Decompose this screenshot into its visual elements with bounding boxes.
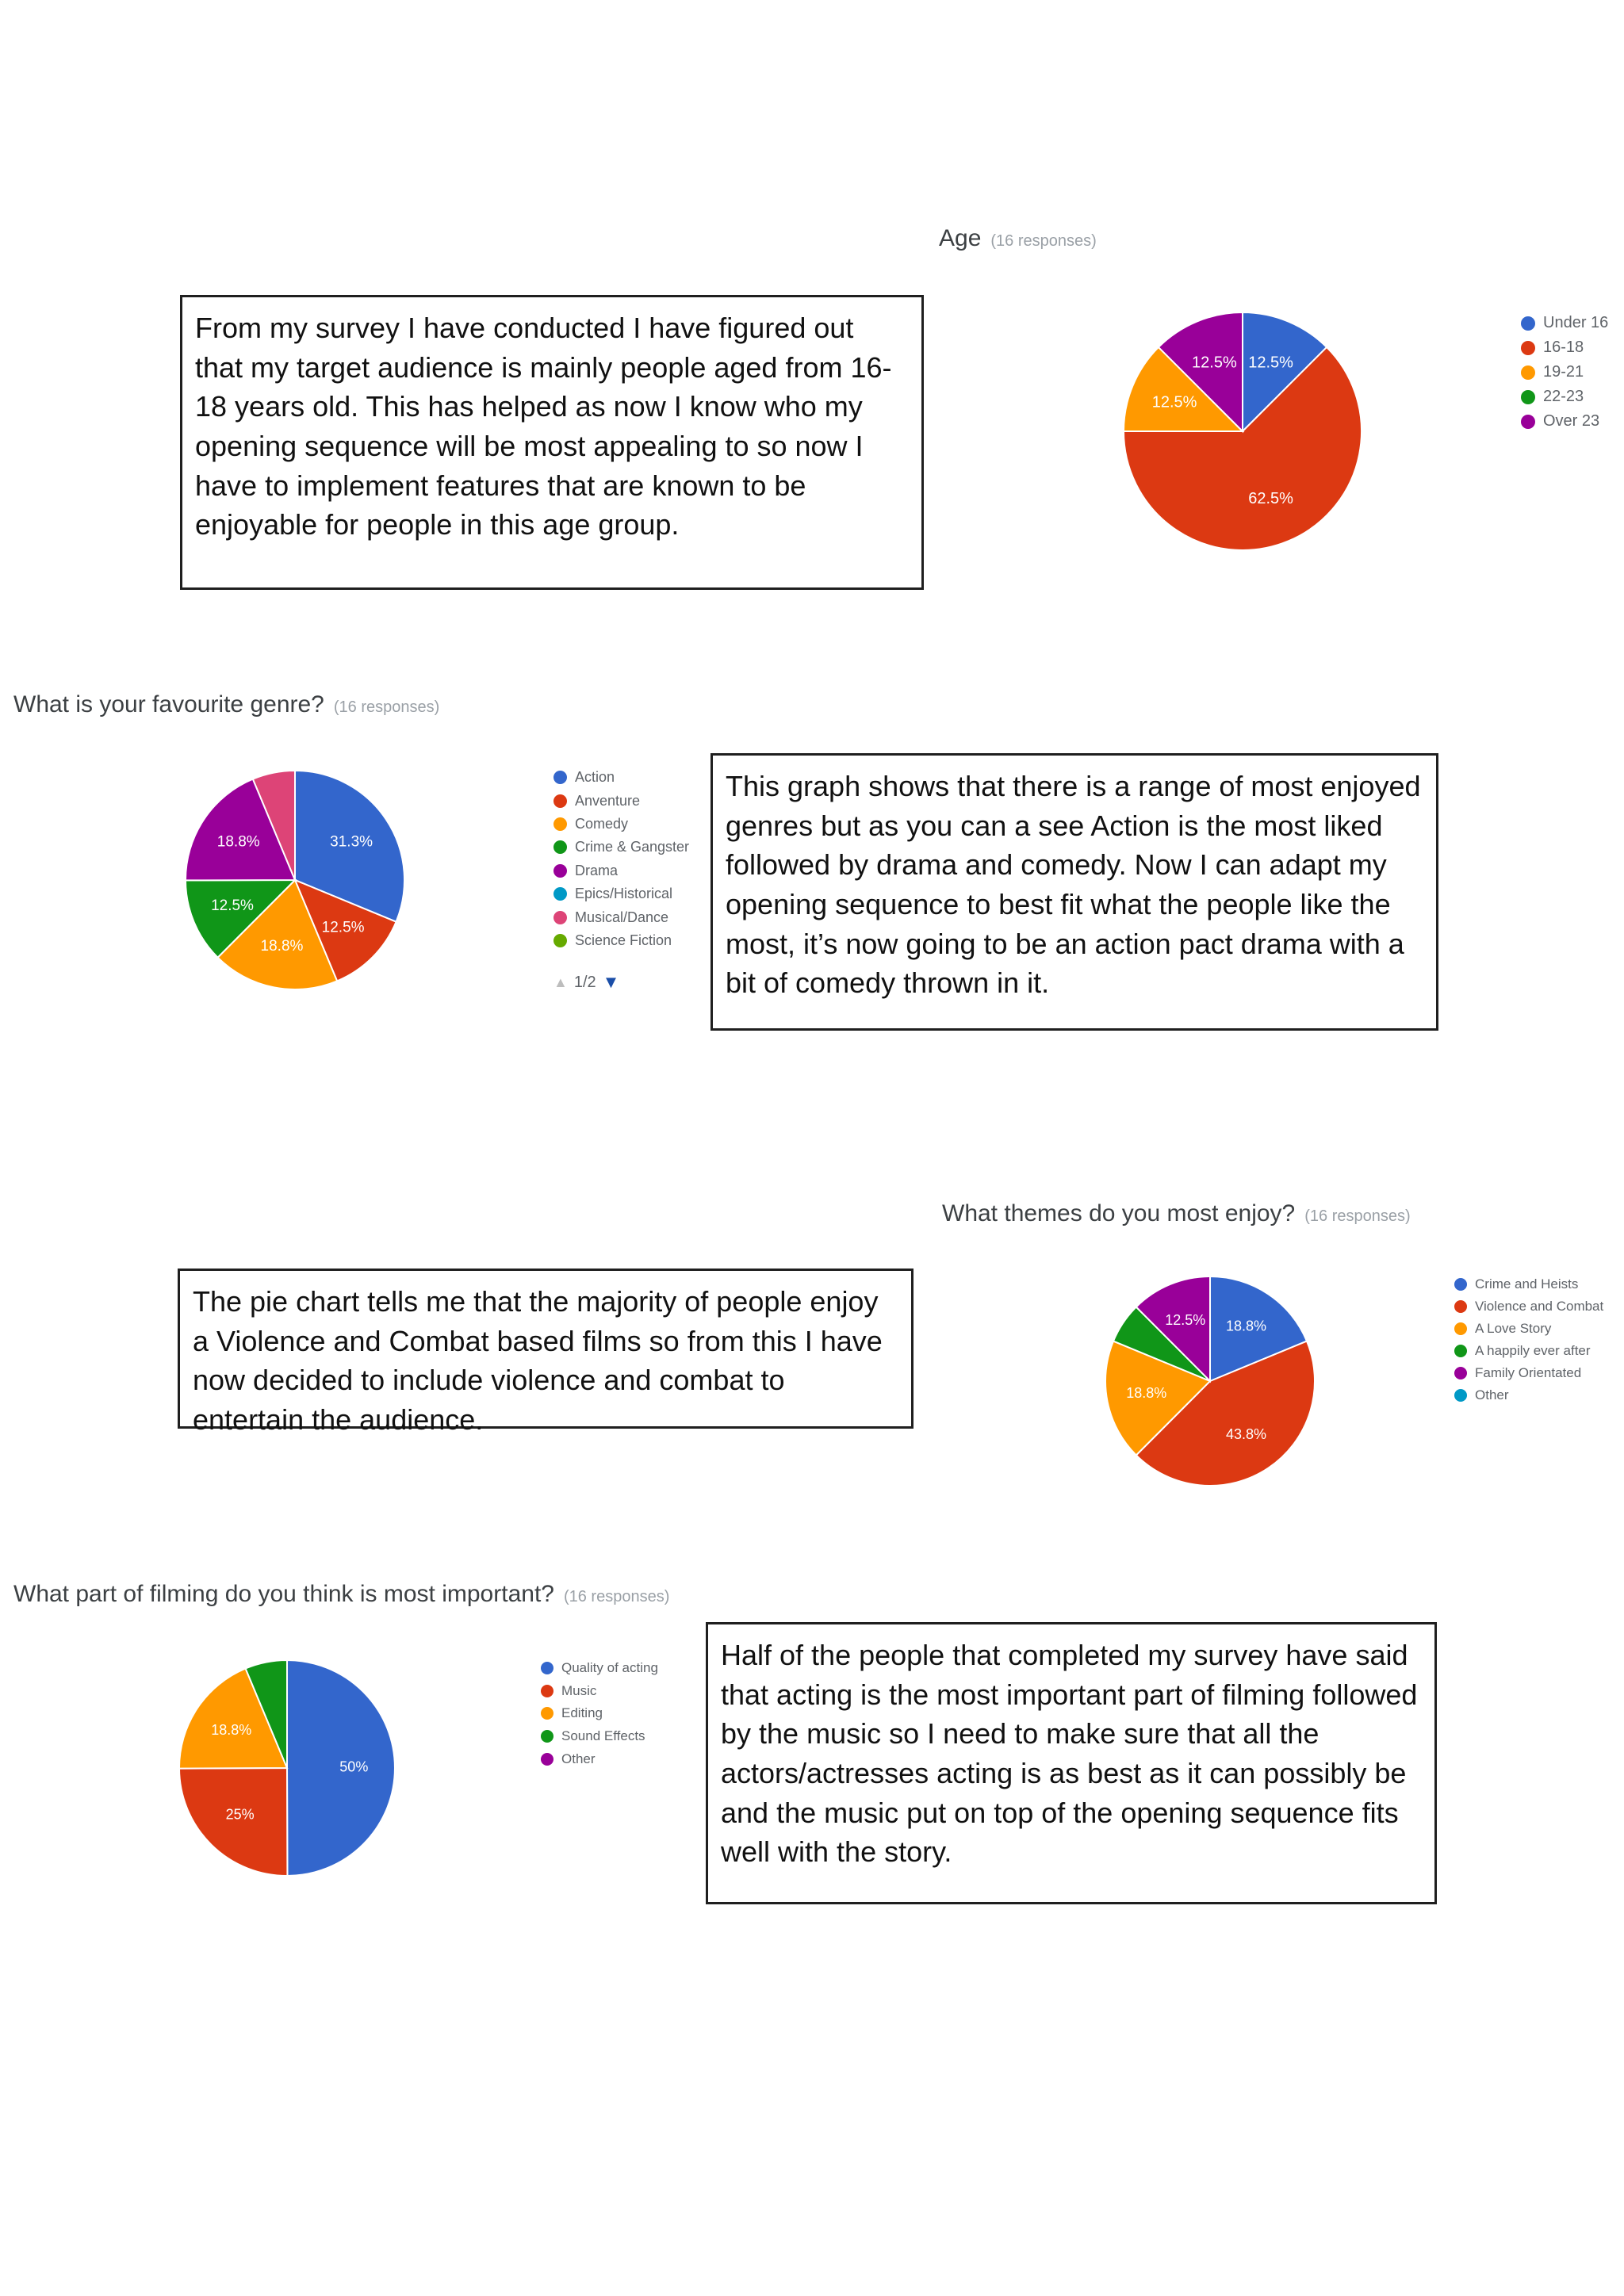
themes-label-crime-and-heists: 18.8% <box>1225 1318 1267 1334</box>
legend-label: Editing <box>561 1705 603 1721</box>
filming-analysis-text: Half of the people that completed my survey have said that acting is the most important part of filming followed by the music so I need to make sure that all the actors/actresses acting is as best as it can possibly be and the music put on top of the opening sequence fits well with the story. <box>721 1639 1418 1869</box>
legend-label: Family Orientated <box>1475 1365 1582 1380</box>
genre-title-text: What is your favourite genre? <box>13 691 324 718</box>
themes-label-violence-and-combat: 43.8% <box>1225 1425 1267 1442</box>
age-label-19-21: 12.5% <box>1151 393 1197 411</box>
genre-label-crime-gangster: 12.5% <box>211 897 254 914</box>
legend-dot-icon <box>541 1707 553 1720</box>
filming-legend-item-sound-effects <box>541 1725 658 1748</box>
legend-label: A happily ever after <box>1475 1343 1591 1358</box>
filming-legend-item-quality-of-acting <box>541 1657 658 1680</box>
legend-label: Sound Effects <box>561 1728 645 1744</box>
age-label-16-18: 62.5% <box>1248 490 1293 508</box>
filming-analysis-textbox <box>706 1622 1437 1904</box>
legend-dot-icon <box>541 1662 553 1674</box>
genre-label-comedy: 18.8% <box>260 937 304 955</box>
legend-label: Under 16 <box>1543 314 1609 331</box>
age-label-under-16: 12.5% <box>1248 354 1293 372</box>
legend-label: Music <box>561 1682 597 1698</box>
filming-legend-item-other <box>541 1747 658 1770</box>
legend-label: 19-21 <box>1543 363 1584 381</box>
legend-label: Other <box>1475 1387 1509 1402</box>
legend-label: Epics/Historical <box>575 886 673 902</box>
genre-label-action: 31.3% <box>330 833 373 851</box>
legend-label: Comedy <box>575 815 629 832</box>
filming-label-editing: 18.8% <box>211 1722 252 1739</box>
age-responses: (16 responses) <box>990 232 1097 250</box>
legend-label: Action <box>575 769 615 786</box>
pager-up-icon[interactable]: ▲ <box>553 974 568 990</box>
legend-label: Crime & Gangster <box>575 839 690 855</box>
age-label-over-23: 12.5% <box>1192 354 1237 372</box>
legend-label: Drama <box>575 862 619 878</box>
age-title-text: Age <box>939 225 982 251</box>
genre-responses: (16 responses) <box>333 698 440 716</box>
themes-analysis-text: The pie chart tells me that the majority of people enjoy a Violence and Combat based films so from this I have now decided to include violence and combat to entertain the audience. <box>193 1285 883 1437</box>
filming-label-quality-of-acting: 50% <box>339 1758 369 1775</box>
themes-title-text: What themes do you most enjoy? <box>942 1200 1296 1226</box>
themes-responses: (16 responses) <box>1304 1207 1411 1225</box>
legend-label: Other <box>561 1751 596 1766</box>
legend-label: Anventure <box>575 792 641 809</box>
legend-label: Crime and Heists <box>1475 1276 1579 1292</box>
filming-title-text: What part of filming do you think is most important? <box>13 1581 554 1607</box>
themes-label-a-love-story: 18.8% <box>1126 1384 1167 1401</box>
legend-dot-icon <box>541 1753 553 1766</box>
legend-label: Science Fiction <box>575 932 672 948</box>
filming-responses: (16 responses) <box>563 1588 670 1605</box>
legend-dot-icon <box>541 1730 553 1743</box>
legend-label: A Love Story <box>1475 1321 1552 1336</box>
genre-label-drama: 18.8% <box>216 833 260 851</box>
filming-label-music: 25% <box>225 1806 255 1823</box>
legend-dot-icon <box>541 1685 553 1697</box>
filming-legend <box>541 1657 658 1770</box>
pager-label: 1/2 <box>573 973 596 991</box>
legend-label: 16-18 <box>1543 339 1584 356</box>
genre-analysis-text: This graph shows that there is a range of most enjoyed genres but as you can a see Action is the most liked followed by drama and comedy. Now I can adapt my opening sequence to best fit what the people like the most, it’s now going to be an action pact drama with a bit of comedy thrown in it. <box>726 770 1421 1000</box>
legend-label: Quality of acting <box>561 1660 658 1676</box>
legend-label: 22-23 <box>1543 388 1584 405</box>
filming-legend-item-music <box>541 1680 658 1703</box>
genre-label-anventure: 12.5% <box>321 919 365 936</box>
pager-down-icon[interactable]: ▼ <box>602 972 620 992</box>
legend-label: Over 23 <box>1543 412 1600 430</box>
themes-label-family-orientated: 12.5% <box>1165 1312 1206 1329</box>
legend-label: Violence and Combat <box>1475 1299 1604 1314</box>
age-analysis-text: From my survey I have conducted I have figured out that my target audience is mainly people aged from 16-18 years old. This has helped as now I know who my opening sequence will be most appealing to so now I have to implement features that are known to be enjoyable for people in this age group. <box>195 312 892 541</box>
filming-legend-item-editing <box>541 1702 658 1725</box>
legend-label: Musical/Dance <box>575 909 669 925</box>
